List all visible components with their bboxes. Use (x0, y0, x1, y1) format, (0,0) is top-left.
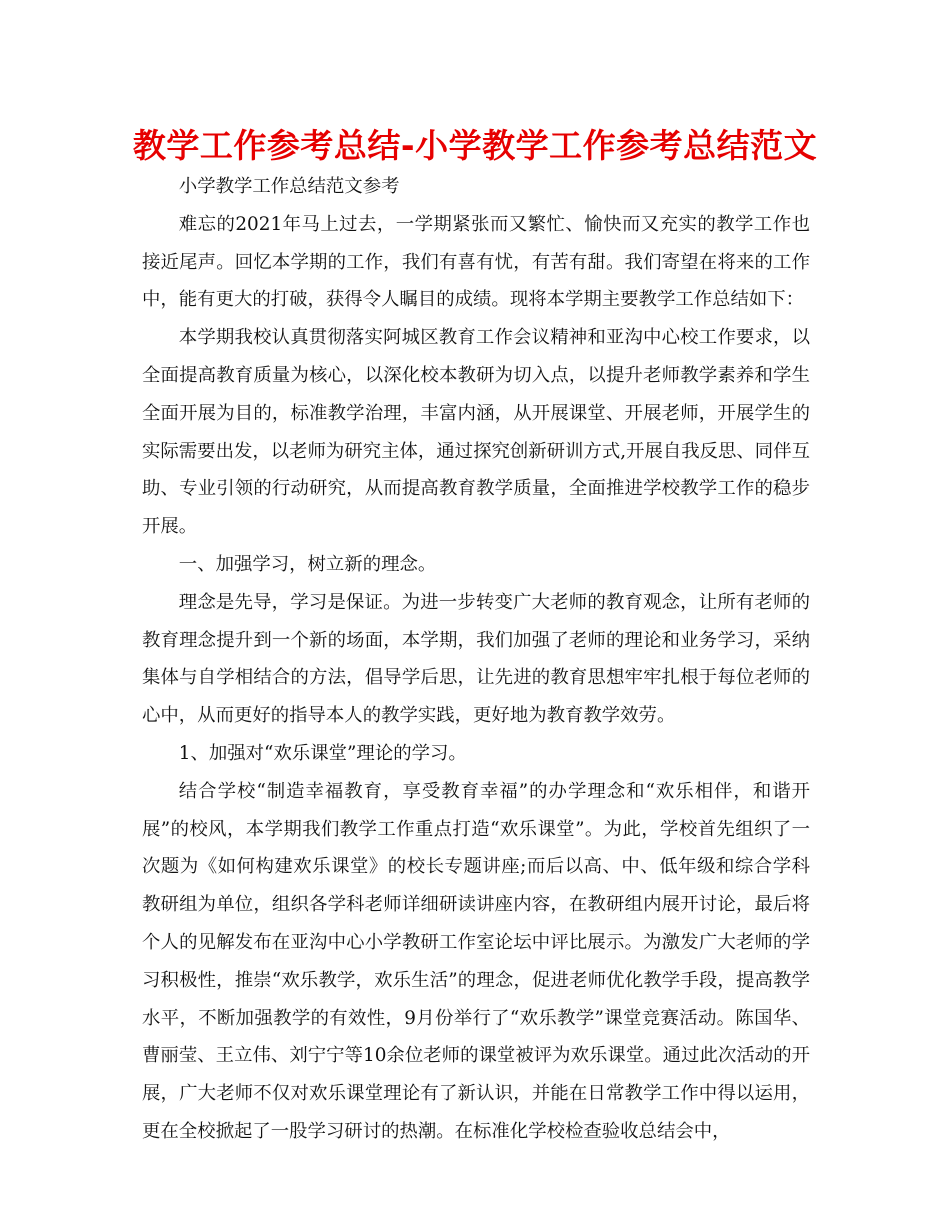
intro-paragraph: 难忘的2021年马上过去，一学期紧张而又繁忙、愉快而又充实的教学工作也接近尾声。回忆本学期的工作，我们有喜有忧，有苦有甜。我们寄望在将来的工作中，能有更大的打破，获得令人瞩目的成绩。现将本学期主要教学工作总结如下： (142, 213, 810, 311)
subsection-heading-1: 1、加强对“欢乐课堂”理论的学习。 (178, 742, 467, 764)
section-heading-1: 一、加强学习，树立新的理念。 (178, 553, 437, 575)
subtitle-paragraph: 小学教学工作总结范文参考 (178, 176, 400, 197)
subsection-1-paragraph: 结合学校“制造幸福教育，享受教育幸福”的办学理念和“欢乐相伴，和谐开展”的校风，本学期我们教学工作重点打造“欢乐课堂”。为此，学校首先组织了一次题为《如何构建欢乐课堂》的校长专题讲座;而后以高、中、低年级和综合学科教研组为单位，组织各学科老师详细研读讲座内容，在教研组内展开讨论，最后将个人的见解发布在亚沟中心小学教研工作室论坛中评比展示。为激发广大老师的学习积极性，推崇“欢乐教学，欢乐生活”的理念，促进老师优化教学手段，提高教学水平，不断加强教学的有效性，9月份举行了“欢乐教学”课堂竞赛活动。陈国华、曹丽莹、王立伟、刘宁宁等10余位老师的课堂被评为欢乐课堂。通过此次活动的开展，广大老师不仅对欢乐课堂理论有了新认识，并能在日常教学工作中得以运用，更在全校掀起了一股学习研讨的热潮。在标准化学校检查验收总结会中， (142, 780, 810, 1142)
document-body (142, 168, 810, 1151)
document-title: 教学工作参考总结-小学教学工作参考总结范文 (132, 126, 818, 165)
overview-paragraph: 本学期我校认真贯彻落实阿城区教育工作会议精神和亚沟中心校工作要求，以全面提高教育质量为核心，以深化校本教研为切入点，以提升老师教学素养和学生全面开展为目的，标准教学治理，丰富内涵，从开展课堂、开展老师，开展学生的实际需要出发，以老师为研究主体，通过探究创新研训方式,开展自我反思、同伴互助、专业引领的行动研究，从而提高教育教学质量，全面推进学校教学工作的稳步开展。 (142, 327, 810, 538)
section-1-paragraph: 理念是先导，学习是保证。为进一步转变广大老师的教育观念，让所有老师的教育理念提升到一个新的场面，本学期，我们加强了老师的理论和业务学习，采纳集体与自学相结合的方法，倡导学后思，让先进的教育思想牢牢扎根于每位老师的心中，从而更好的指导本人的教学实践，更好地为教育教学效劳。 (142, 591, 810, 727)
